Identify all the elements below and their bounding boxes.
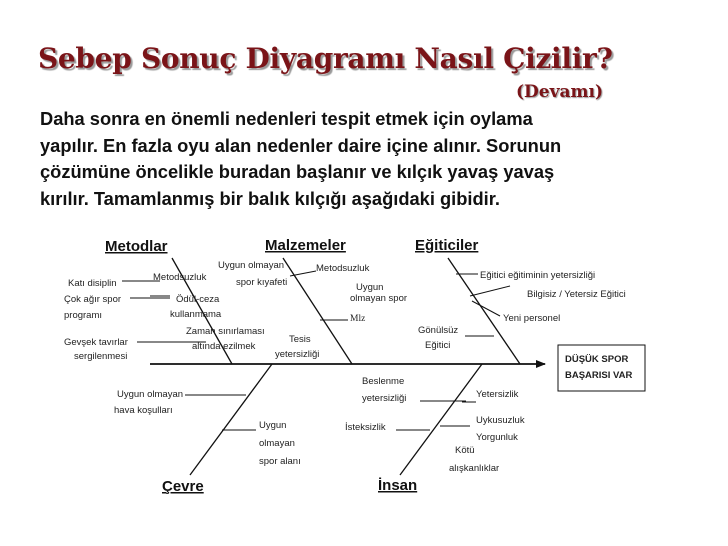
cause-tesis: yetersizliği — [275, 349, 320, 360]
cause-yorgunluk: Yorgunluk — [476, 432, 518, 443]
cause-mlz: Mlz — [350, 314, 366, 324]
cause-metodsuzluk: Metodsuzluk — [153, 272, 207, 283]
category-cevre: Çevre — [162, 478, 204, 495]
cause-beslenme: Beslenme — [362, 376, 405, 387]
cause-odul-ceza: Ödül-ceza — [176, 294, 220, 305]
category-metodlar: Metodlar — [105, 238, 168, 255]
cause-yeni-personel: Yeni personel — [503, 313, 561, 324]
cause-gevsek: sergilenmesi — [74, 351, 128, 362]
cause-metodsuzluk-2: Metodsuzluk — [316, 263, 370, 274]
tick-uygun-kiyafet — [290, 271, 316, 276]
cause-beslenme: yetersizliği — [362, 393, 407, 404]
cause-hava: Uygun olmayan — [117, 389, 184, 400]
cause-tesis: Tesis — [289, 334, 311, 345]
cause-gonulsuz: Gönülsüz — [418, 325, 459, 336]
cause-hava: hava koşulları — [114, 405, 173, 416]
paragraph-line: kırılır. Tamamlanmış bir balık kılçığı aşağıdaki gibidir. — [40, 187, 500, 209]
cause-spor-alani: spor alanı — [259, 456, 301, 467]
paragraph-line: yapılır. En fazla oyu alan nedenler daire içine alınır. Sorunun — [40, 134, 562, 156]
slide-title: Sebep Sonuç Diyagramı Nasıl Çizilir? — [38, 42, 613, 75]
cause-uygun-kiyafet: Uygun olmayan — [218, 260, 285, 271]
bone-insan — [400, 364, 482, 475]
cause-uygun-spor: olmayan spor — [350, 293, 408, 304]
cause-cok-agir: programı — [64, 310, 103, 321]
category-insan: İnsan — [378, 477, 418, 494]
slide-subtitle: (Devamı) — [516, 82, 603, 102]
cause-isteksizlik: İsteksizlik — [345, 422, 386, 433]
cause-gevsek: Gevşek tavırlar — [64, 337, 128, 348]
cause-kotu-aliskanlik: alışkanlıklar — [449, 463, 500, 474]
paragraph-line: çözümüne öncelikle buradan başlanır ve kılçık yavaş yavaş — [40, 161, 555, 182]
effect-label: BAŞARISI VAR — [565, 370, 633, 381]
cause-odul-ceza: kullanmama — [170, 309, 222, 320]
category-egiticiler: Eğiticiler — [415, 237, 479, 254]
cause-yetersizlik: Yetersizlik — [476, 389, 519, 400]
cause-uygun-spor: Uygun — [356, 282, 384, 293]
cause-zaman: altında ezilmek — [192, 341, 256, 352]
paragraph-line: Daha sonra en önemli nedenleri tespit etmek için oylama — [40, 108, 533, 129]
cause-uygun-kiyafet: spor kıyafeti — [236, 277, 288, 288]
effect-box — [558, 345, 645, 391]
cause-cok-agir: Çok ağır spor — [64, 294, 122, 305]
category-malzemeler: Malzemeler — [265, 237, 346, 254]
cause-zaman: Zaman sınırlaması — [186, 326, 265, 337]
cause-kotu-aliskanlik: Kötü — [455, 445, 475, 456]
effect-label: DÜŞÜK SPOR — [565, 354, 629, 365]
cause-uykusuzluk: Uykusuzluk — [476, 415, 525, 426]
cause-spor-alani: olmayan — [259, 438, 295, 449]
cause-bilgisiz: Bilgisiz / Yetersiz Eğitici — [527, 289, 626, 300]
tick-bilgisiz — [470, 286, 510, 296]
cause-kati-disiplin: Katı disiplin — [68, 278, 117, 289]
cause-spor-alani: Uygun — [259, 420, 287, 431]
cause-gonulsuz: Eğitici — [425, 340, 451, 351]
cause-egitici-egitimi: Eğitici eğitiminin yetersizliği — [480, 270, 596, 281]
